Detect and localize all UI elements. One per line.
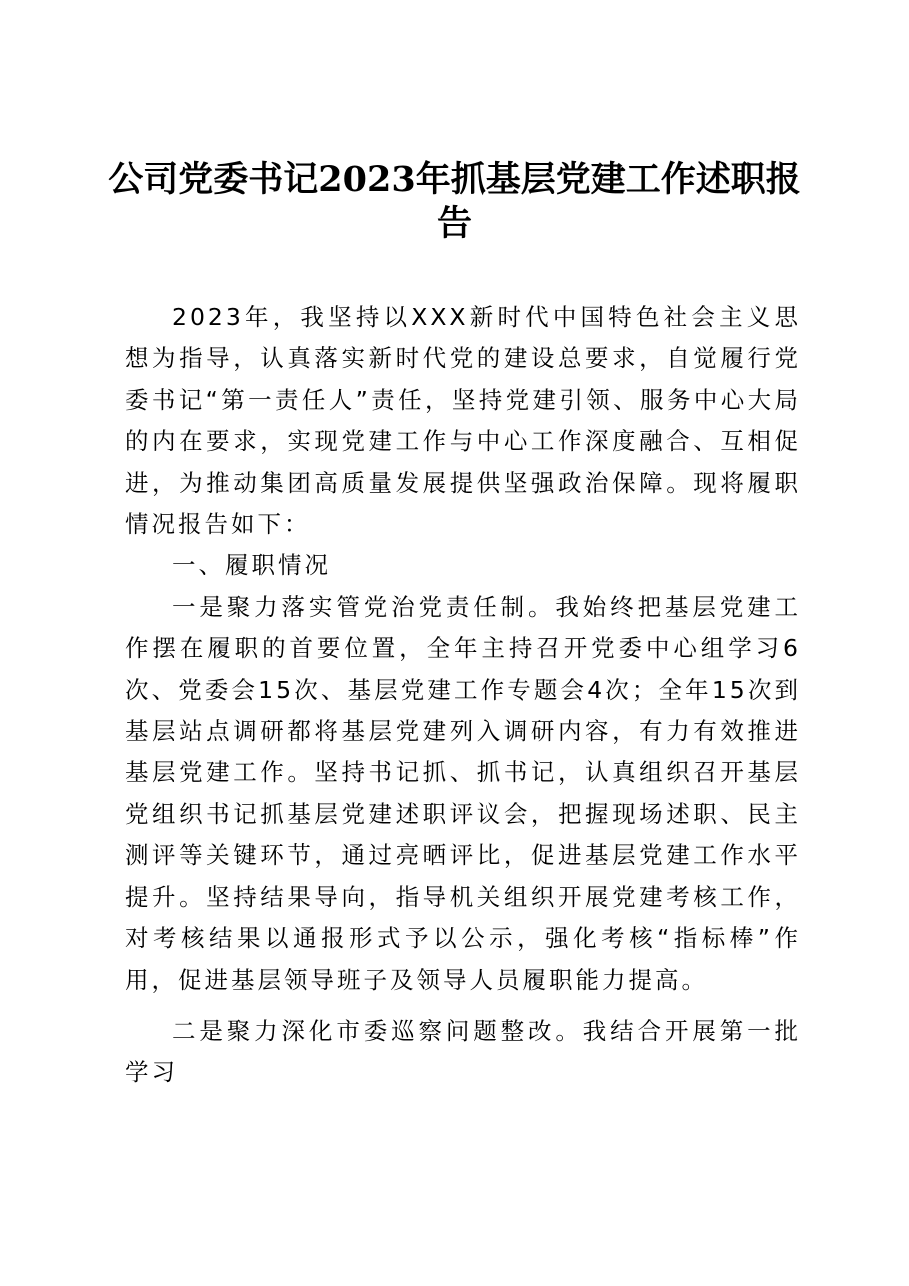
section-heading: 一、履职情况 bbox=[172, 551, 331, 580]
document-title-line-2: 告 bbox=[436, 203, 472, 244]
document-title-line-1: 公司党委书记2023年抓基层党建工作述职报 bbox=[108, 159, 801, 200]
intro-paragraph: 2023年，我坚持以XXX新时代中国特色社会主义思想为指导，认真落实新时代党的建设总要求，自觉履行党委书记“第一责任人”责任，坚持党建引领、服务中心大局的内在要求，实现党建工作与中心工作深度融合、互相促进，为推动集团高质量发展提供坚强政治保障。现将履职情况报告如下： bbox=[125, 303, 801, 539]
document-body bbox=[125, 297, 801, 1094]
paragraph-gap bbox=[125, 1001, 801, 1011]
point-two-paragraph: 二是聚力深化市委巡察问题整改。我结合开展第一批学习 bbox=[125, 1016, 801, 1087]
point-one-paragraph: 一是聚力落实管党治党责任制。我始终把基层党建工作摆在履职的首要位置，全年主持召开党委中心组学习6次、党委会15次、基层党建工作专题会4次；全年15次到基层站点调研都将基层党建列入调研内容，有力有效推进基层党建工作。坚持书记抓、抓书记，认真组织召开基层党组织书记抓基层党建述职评议会，把握现场述职、民主测评等关键环节，通过亮晒评比，促进基层党建工作水平提升。坚持结果导向，指导机关组织开展党建考核工作，对考核结果以通报形式予以公示，强化考核“指标棒”作用，促进基层领导班子及领导人员履职能力提高。 bbox=[125, 592, 801, 994]
